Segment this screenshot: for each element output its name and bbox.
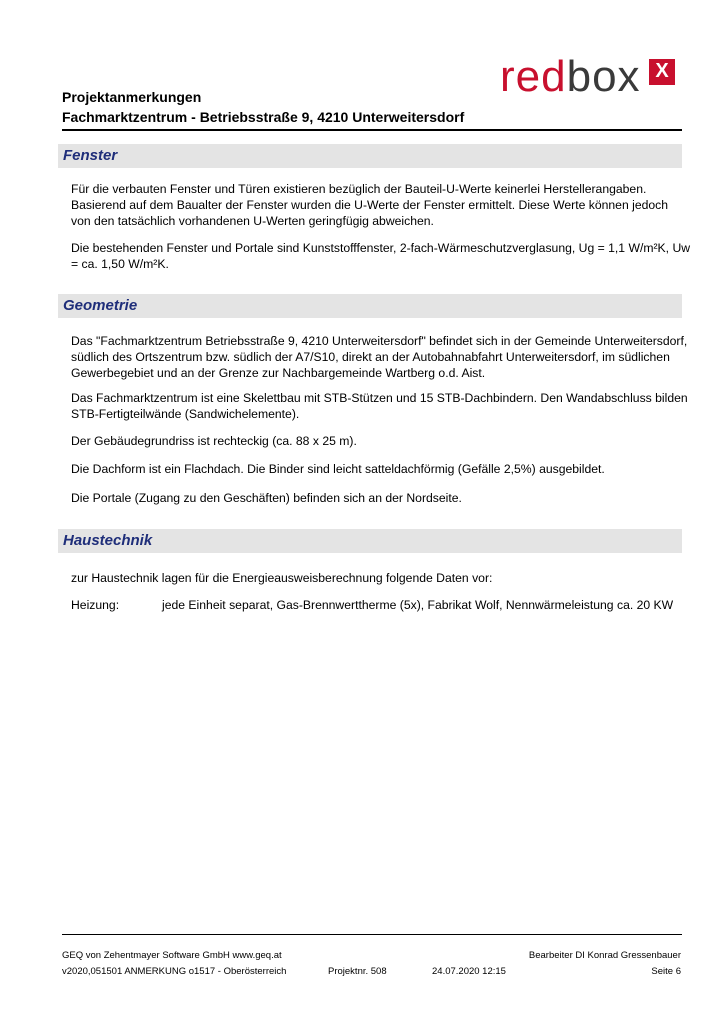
footer-page-number: Seite 6 (651, 966, 681, 977)
footer-datetime: 24.07.2020 12:15 (432, 966, 506, 977)
heizung-value: jede Einheit separat, Gas-Brennwerttherme (5x), Fabrikat Wolf, Nennwärmeleistung ca. 20 KW (162, 598, 674, 612)
geometrie-paragraph-5: Die Portale (Zugang zu den Geschäften) befinden sich an der Nordseite. (71, 491, 462, 505)
header-title: Projektanmerkungen (62, 89, 202, 105)
section-title: Haustechnik (63, 532, 153, 549)
logo-x-icon: X (649, 59, 675, 85)
footer-divider (62, 934, 682, 935)
geometrie-paragraph-3: Der Gebäudegrundriss ist rechteckig (ca. 88 x 25 m). (71, 434, 357, 448)
geometrie-paragraph-1: Das "Fachmarktzentrum Betriebsstraße 9, 4210 Unterweitersdorf" befindet sich in der Gemeinde Unterweitersdorf, südlich des Ortszentrum bzw. südlich der A7/S10, direkt an der Autobahnabfahrt Unterweitersdorf, im südlichen Gewerbegebiet und an der Grenze zur Nachbargemeinde Wartberg o.d. Aist. (71, 334, 688, 380)
logo-dark-part: box (566, 52, 641, 101)
fenster-paragraph-2: Die bestehenden Fenster und Portale sind Kunststofffenster, 2-fach-Wärmeschutzverglasung, Ug = 1,1 W/m²K, Uw = ca. 1,50 W/m²K. (71, 241, 691, 271)
footer-version: v2020,051501 ANMERKUNG o1517 - Oberösterreich (62, 966, 287, 977)
header-project: Fachmarktzentrum - Betriebsstraße 9, 4210 Unterweitersdorf (62, 109, 465, 125)
logo-wordmark (500, 52, 641, 102)
footer-company: GEQ von Zehentmayer Software GmbH www.geq.at (62, 950, 282, 961)
footer-projektnr: Projektnr. 508 (328, 966, 387, 977)
geometrie-paragraph-2: Das Fachmarktzentrum ist eine Skelettbau mit STB-Stützen und 15 STB-Dachbindern. Den Wandabschluss bilden STB-Fertigteilwände (Sandwichelemente). (71, 391, 688, 421)
fenster-paragraph-1: Für die verbauten Fenster und Türen existieren bezüglich der Bauteil-U-Werte keinerlei Herstellerangaben. Basierend auf dem Baualter der Fenster wurden die U-Werte der Fenster ermittelt. Diese Werte können jedoch von den tatsächlich vorhandenen U-Werten geringfügig abweichen. (71, 182, 669, 228)
section-header-geometrie (58, 294, 682, 318)
geometrie-paragraph-4: Die Dachform ist ein Flachdach. Die Binder sind leicht satteldachförmig (Gefälle 2,5%) ausgebildet. (71, 462, 605, 476)
section-header-haustechnik (58, 529, 682, 553)
redbox-logo (500, 52, 680, 104)
header-divider (62, 129, 682, 131)
haustechnik-intro: zur Haustechnik lagen für die Energieausweisberechnung folgende Daten vor: (71, 571, 493, 585)
logo-red-part: red (500, 52, 567, 101)
section-header-fenster (58, 144, 682, 168)
section-title: Fenster (63, 147, 118, 164)
footer-bearbeiter: Bearbeiter DI Konrad Gressenbauer (528, 950, 681, 961)
heizung-label: Heizung: (71, 598, 120, 612)
section-title: Geometrie (63, 297, 138, 314)
